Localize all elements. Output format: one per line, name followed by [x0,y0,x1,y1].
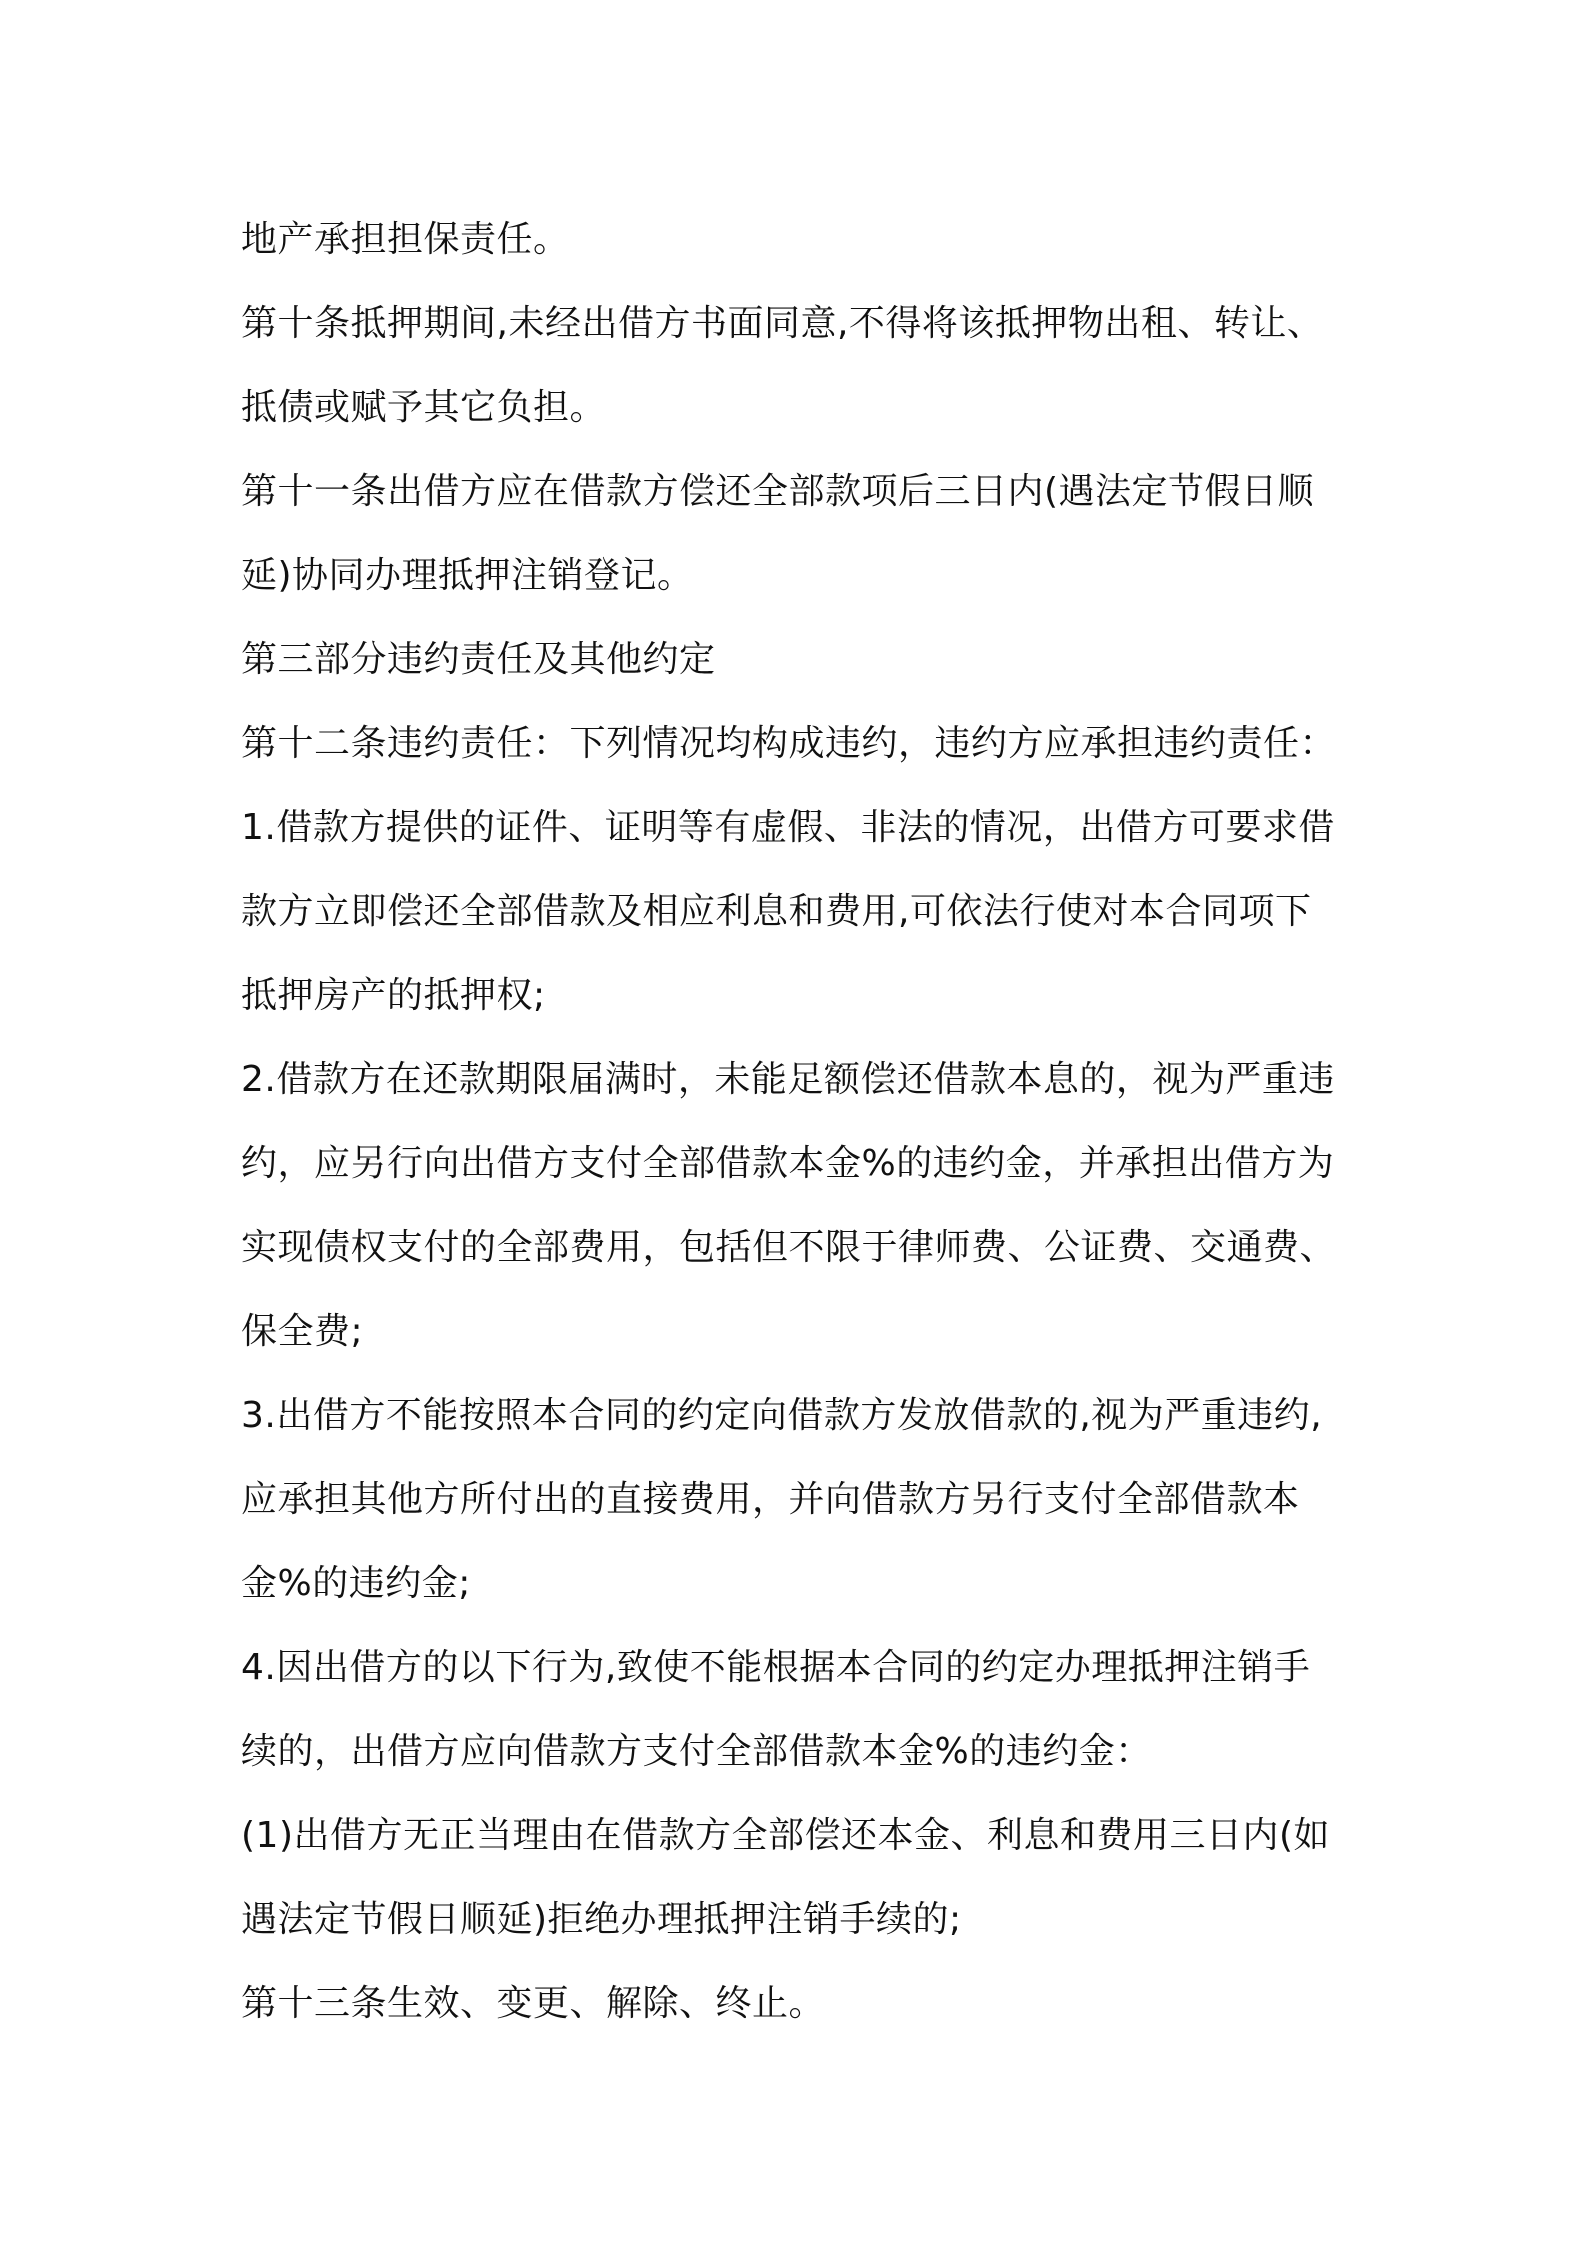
text-line: 第十二条违约责任：下列情况均构成违约，违约方应承担违约责任： [241,723,1337,764]
text-line: 遇法定节假日顺延)拒绝办理抵押注销手续的; [241,1899,962,1940]
text-line: (1)出借方无正当理由在借款方全部偿还本金、利息和费用三日内(如 [241,1815,1331,1856]
text-line: 延)协同办理抵押注销登记。 [241,555,694,596]
section-heading: 第三部分违约责任及其他约定 [241,639,716,680]
text-line: 保全费; [241,1311,364,1352]
text-line: 金%的违约金; [241,1563,471,1604]
text-line: 4.因出借方的以下行为,致使不能根据本合同的约定办理抵押注销手 [241,1647,1311,1688]
text-line: 抵债或赋予其它负担。 [241,387,607,428]
text-line: 第十条抵押期间,未经出借方书面同意,不得将该抵押物出租、转让、 [241,303,1324,344]
text-line: 续的，出借方应向借款方支付全部借款本金%的违约金： [241,1731,1152,1772]
text-line: 1.借款方提供的证件、证明等有虚假、非法的情况，出借方可要求借 [241,807,1335,848]
text-line: 地产承担担保责任。 [241,219,570,260]
text-line: 2.借款方在还款期限届满时，未能足额偿还借款本息的，视为严重违 [241,1059,1335,1100]
text-line: 抵押房产的抵押权; [241,975,546,1016]
text-line: 款方立即偿还全部借款及相应利息和费用,可依法行使对本合同项下 [241,891,1312,932]
text-line: 实现债权支付的全部费用，包括但不限于律师费、公证费、交通费、 [241,1227,1337,1268]
document-body [241,198,1391,2046]
text-line: 3.出借方不能按照本合同的约定向借款方发放借款的,视为严重违约, [241,1395,1323,1436]
text-line: 应承担其他方所付出的直接费用，并向借款方另行支付全部借款本 [241,1479,1300,1520]
text-line: 第十三条生效、变更、解除、终止。 [241,1983,826,2024]
text-line: 约，应另行向出借方支付全部借款本金%的违约金，并承担出借方为 [241,1143,1335,1184]
text-line: 第十一条出借方应在借款方偿还全部款项后三日内(遇法定节假日顺 [241,471,1315,512]
